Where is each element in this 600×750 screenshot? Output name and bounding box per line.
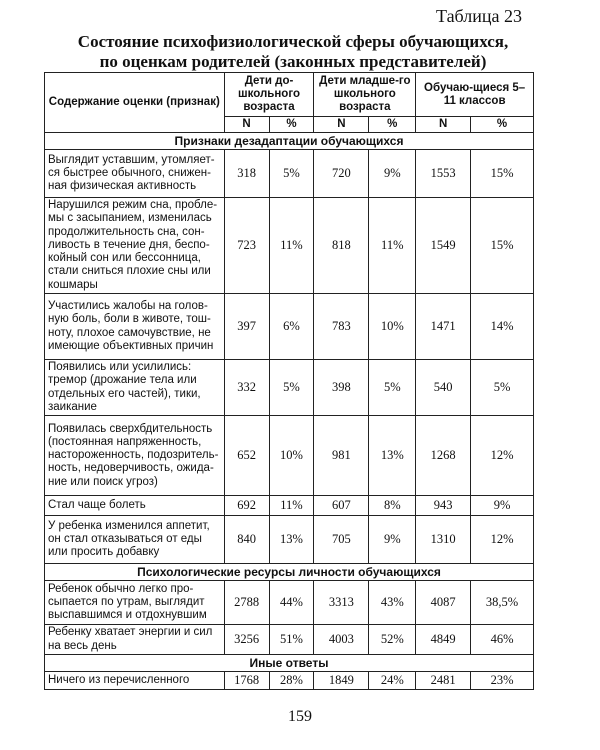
title-line-1: Состояние психофизиологической сферы обучающихся, — [77, 32, 509, 51]
table-row — [45, 294, 534, 360]
title-line-2: по оценкам родителей (законных представителей) — [99, 52, 487, 71]
count-cell: 652 — [224, 416, 269, 496]
pct-header: % — [269, 117, 314, 133]
percent-cell: 15% — [471, 198, 534, 294]
percent-cell: 9% — [369, 150, 416, 198]
percent-cell: 10% — [269, 416, 314, 496]
page-number: 159 — [288, 708, 312, 725]
row-label: Стал чаще болеть — [45, 496, 225, 516]
table-row — [45, 516, 534, 564]
row-label: Ребенку хватает энергии и сил на весь день — [45, 625, 225, 655]
percent-cell: 44% — [269, 581, 314, 625]
percent-cell: 38,5% — [471, 581, 534, 625]
count-cell: 840 — [224, 516, 269, 564]
percent-cell: 14% — [471, 294, 534, 360]
count-cell: 2788 — [224, 581, 269, 625]
count-cell: 1471 — [416, 294, 471, 360]
row-label: Выглядит уставшим, утомляет-ся быстрее обычного, снижен-ная физическая активность — [45, 150, 225, 198]
criterion-header: Содержание оценки (признак) — [45, 73, 225, 133]
percent-cell: 52% — [369, 625, 416, 655]
count-cell: 1549 — [416, 198, 471, 294]
count-cell: 818 — [314, 198, 369, 294]
count-cell: 783 — [314, 294, 369, 360]
percent-cell: 10% — [369, 294, 416, 360]
row-label: У ребенка изменился аппетит, он стал отказываться от еды или просить добавку — [45, 516, 225, 564]
count-cell: 1768 — [224, 672, 269, 690]
percent-cell: 13% — [269, 516, 314, 564]
percent-cell: 51% — [269, 625, 314, 655]
count-cell: 943 — [416, 496, 471, 516]
count-cell: 4849 — [416, 625, 471, 655]
row-label: Появилась сверхбдительность (постоянная напряженность, настороженность, подозритель-ность, недоверчивость, ожида-ние или поиск угроз) — [45, 416, 225, 496]
percent-cell: 12% — [471, 416, 534, 496]
table-row — [45, 625, 534, 655]
section-title: Признаки дезадаптации обучающихся — [45, 133, 534, 150]
count-cell: 318 — [224, 150, 269, 198]
table-row — [45, 672, 534, 690]
count-cell: 723 — [224, 198, 269, 294]
count-cell: 398 — [314, 360, 369, 416]
count-cell: 1268 — [416, 416, 471, 496]
table-row — [45, 496, 534, 516]
row-label: Ничего из перечисленного — [45, 672, 225, 690]
table-row — [45, 581, 534, 625]
data-table — [44, 72, 534, 690]
pct-header: % — [369, 117, 416, 133]
n-header: N — [416, 117, 471, 133]
count-cell: 3313 — [314, 581, 369, 625]
percent-cell: 6% — [269, 294, 314, 360]
table-body — [45, 133, 534, 690]
row-label: Нарушился режим сна, пробле-мы с засыпанием, изменилась продолжительность сна, сон-ливость в течение дня, беспо-койный сон или бессонница, стали сниться плохие сны или кошмары — [45, 198, 225, 294]
percent-cell: 5% — [369, 360, 416, 416]
count-cell: 705 — [314, 516, 369, 564]
count-cell: 981 — [314, 416, 369, 496]
count-cell: 397 — [224, 294, 269, 360]
percent-cell: 5% — [269, 360, 314, 416]
section-row — [45, 655, 534, 672]
pct-header: % — [471, 117, 534, 133]
section-title: Психологические ресурсы личности обучающихся — [45, 564, 534, 581]
percent-cell: 28% — [269, 672, 314, 690]
percent-cell: 9% — [471, 496, 534, 516]
percent-cell: 5% — [471, 360, 534, 416]
row-label: Участились жалобы на голов-ную боль, боли в животе, тош-ноту, плохое самочувствие, не имеющие объективных причин — [45, 294, 225, 360]
table-title — [38, 32, 548, 72]
percent-cell: 24% — [369, 672, 416, 690]
count-cell: 332 — [224, 360, 269, 416]
count-cell: 1553 — [416, 150, 471, 198]
percent-cell: 11% — [269, 198, 314, 294]
percent-cell: 11% — [369, 198, 416, 294]
percent-cell: 43% — [369, 581, 416, 625]
count-cell: 4087 — [416, 581, 471, 625]
percent-cell: 13% — [369, 416, 416, 496]
group-header-preschool: Дети до-школьного возраста — [224, 73, 314, 117]
table-row — [45, 360, 534, 416]
table-row — [45, 150, 534, 198]
section-row — [45, 564, 534, 581]
group-header-primary: Дети младше-го школьного возраста — [314, 73, 416, 117]
table-header — [45, 73, 534, 133]
percent-cell: 12% — [471, 516, 534, 564]
count-cell: 692 — [224, 496, 269, 516]
percent-cell: 15% — [471, 150, 534, 198]
section-row — [45, 133, 534, 150]
count-cell: 607 — [314, 496, 369, 516]
row-label: Ребенок обычно легко про-сыпается по утрам, выглядит выспавшимся и отдохнувшим — [45, 581, 225, 625]
count-cell: 720 — [314, 150, 369, 198]
count-cell: 1310 — [416, 516, 471, 564]
percent-cell: 8% — [369, 496, 416, 516]
count-cell: 3256 — [224, 625, 269, 655]
table-row — [45, 198, 534, 294]
n-header: N — [224, 117, 269, 133]
table-row — [45, 416, 534, 496]
percent-cell: 9% — [369, 516, 416, 564]
count-cell: 1849 — [314, 672, 369, 690]
count-cell: 2481 — [416, 672, 471, 690]
percent-cell: 11% — [269, 496, 314, 516]
count-cell: 4003 — [314, 625, 369, 655]
table-label: Таблица 23 — [436, 6, 522, 26]
percent-cell: 23% — [471, 672, 534, 690]
section-title: Иные ответы — [45, 655, 534, 672]
count-cell: 540 — [416, 360, 471, 416]
group-header-grades-5-11: Обучаю-щиеся 5–11 классов — [416, 73, 534, 117]
row-label: Появились или усилились: тремор (дрожание тела или отдельных его частей), тики, заикание — [45, 360, 225, 416]
percent-cell: 46% — [471, 625, 534, 655]
n-header: N — [314, 117, 369, 133]
percent-cell: 5% — [269, 150, 314, 198]
